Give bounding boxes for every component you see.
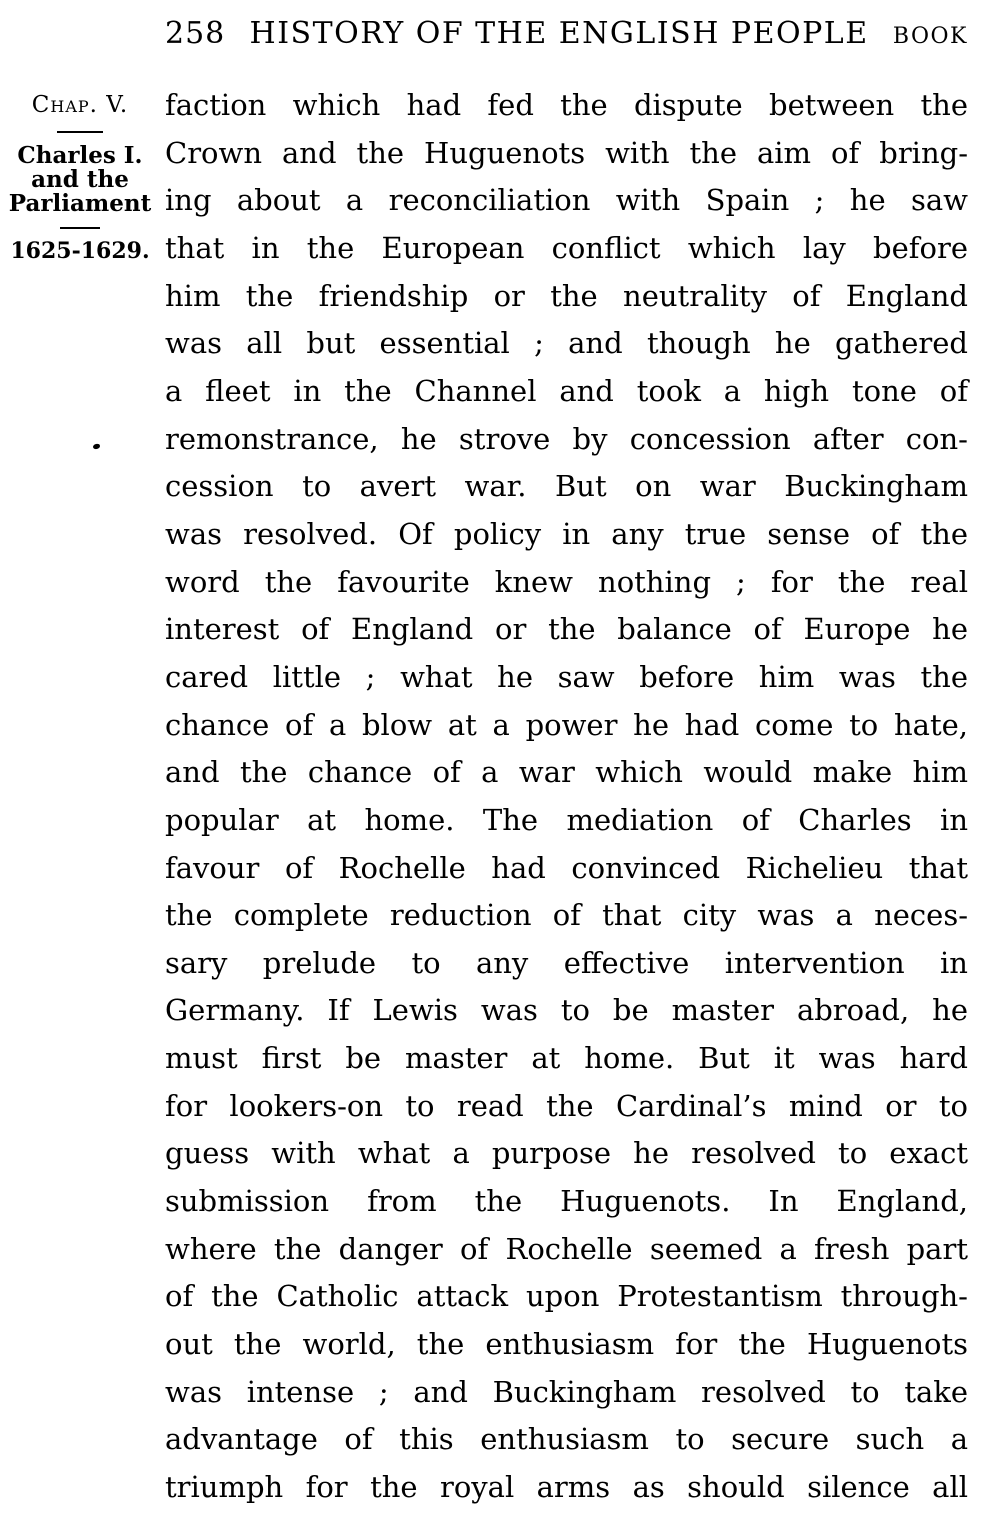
book-signature-label: BOOK (892, 24, 968, 49)
body-line: out the world, the enthusiasm for the Huguenots (165, 1327, 968, 1362)
body-line: favour of Rochelle had convinced Richelieu that (165, 850, 968, 885)
body-line: and the chance of a war which would make him (165, 755, 968, 790)
body-line: ing about a reconciliation with Spain ; he saw (165, 183, 968, 218)
section-title-line: Parliament (8, 190, 152, 217)
body-line: a fleet in the Channel and took a high tone of (165, 373, 968, 408)
stray-ink-mark (93, 443, 101, 449)
section-title (0, 144, 160, 216)
date-range-note: 1625-1629. (10, 238, 150, 264)
divider-rule (57, 131, 103, 133)
body-line: sary prelude to any effective intervention in (165, 945, 968, 980)
body-line: was resolved. Of policy in any true sense of the (165, 516, 968, 551)
running-title: HISTORY OF THE ENGLISH PEOPLE (249, 16, 869, 51)
body-line: interest of England or the balance of Europe he (165, 612, 968, 647)
body-line: guess with what a purpose he resolved to exact (165, 1136, 968, 1171)
margin-notes (0, 92, 160, 264)
section-title-line: Charles I. (17, 142, 143, 169)
body-line: cession to avert war. But on war Buckingham (165, 469, 968, 504)
chapter-note: Chap. V. (31, 92, 129, 118)
body-line: Crown and the Huguenots with the aim of bring- (165, 135, 968, 170)
section-title-line: and the (31, 166, 129, 193)
body-line: was intense ; and Buckingham resolved to take (165, 1374, 968, 1409)
body-line: was all but essential ; and though he gathered (165, 326, 968, 361)
body-line: popular at home. The mediation of Charles in (165, 802, 968, 837)
body-line: triumph for the royal arms as should silence all (165, 1470, 968, 1505)
page-number: 258 (165, 16, 226, 51)
body-line: cared little ; what he saw before him was the (165, 659, 968, 694)
body-line: advantage of this enthusiasm to secure such a (165, 1422, 968, 1457)
body-line: the complete reduction of that city was a neces- (165, 898, 968, 933)
page-header (165, 16, 968, 51)
body-line: for lookers-on to read the Cardinal’s mind or to (165, 1088, 968, 1123)
body-line: faction which had fed the dispute between the (165, 88, 968, 122)
body-line: where the danger of Rochelle seemed a fresh part (165, 1231, 968, 1266)
body-line: him the friendship or the neutrality of England (165, 278, 968, 313)
body-text (165, 82, 968, 1512)
body-line: of the Catholic attack upon Protestantism through- (165, 1279, 968, 1314)
body-line: submission from the Huguenots. In England, (165, 1184, 968, 1219)
body-line: that in the European conflict which lay before (165, 230, 968, 265)
body-line: remonstrance, he strove by concession after con- (165, 421, 968, 456)
body-line: word the favourite knew nothing ; for the real (165, 564, 968, 599)
body-line: Germany. If Lewis was to be master abroad, he (165, 993, 968, 1028)
body-line: chance of a blow at a power he had come to hate, (165, 707, 968, 742)
body-line: must first be master at home. But it was hard (165, 1041, 968, 1076)
divider-rule (60, 227, 100, 229)
